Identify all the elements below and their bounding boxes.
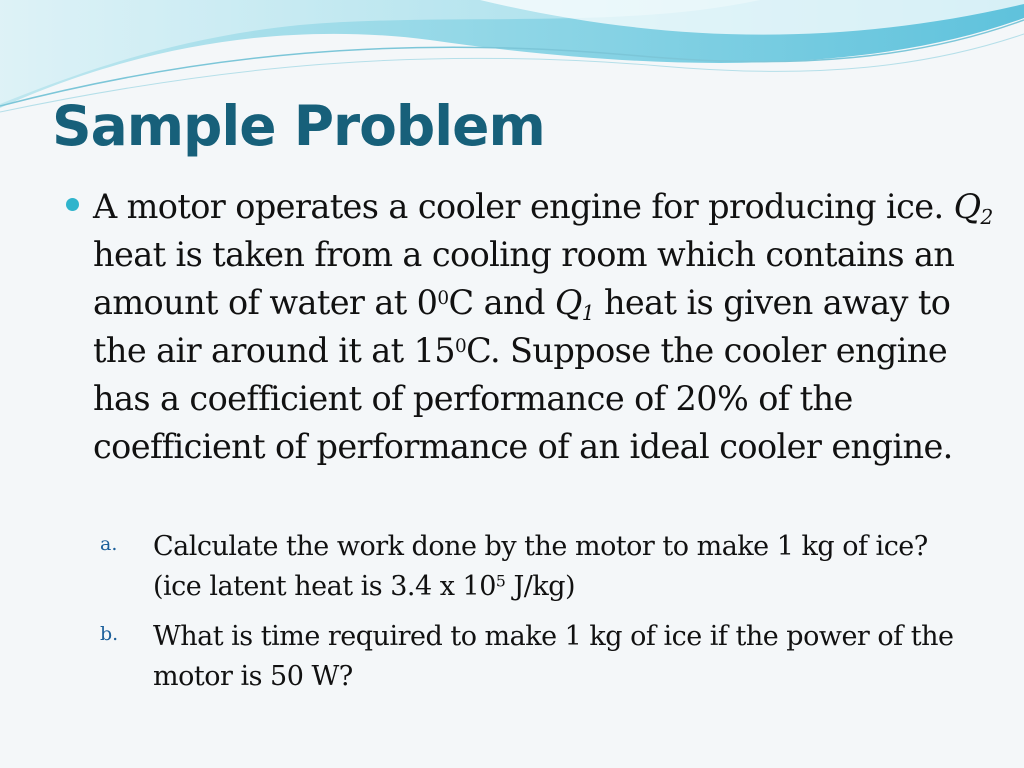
subscript-1: 1 — [581, 301, 594, 326]
sub-item-text: Calculate the work done by the motor to make 1 kg of ice? (ice latent heat is 3.4 x $10^5$ J/kg) — [153, 531, 928, 602]
q1-variable: $Q_1$ — [554, 283, 594, 326]
sub-item-text: What is time required to make 1 kg of ice if the power of the motor is 50 W? — [153, 621, 954, 692]
q2-variable: $Q_2$ — [953, 187, 993, 230]
degree-superscript: 0 — [437, 287, 449, 309]
text-segment: heat is given away to the air around it at 15 — [93, 283, 951, 370]
sub-item-marker: b. — [100, 623, 119, 645]
text-segment: C and — [448, 283, 555, 322]
text-segment: A motor operates a cooler engine for producing ice. — [93, 187, 954, 226]
degree-superscript: 0 — [455, 335, 467, 357]
main-bullet-text — [93, 183, 993, 471]
subscript-2: 2 — [980, 205, 993, 230]
exponent: 5 — [495, 571, 506, 591]
text-segment: heat is taken from a cooling room which contains an amount of water at 0 — [93, 235, 955, 322]
text-segment: C. Suppose the cooler engine has a coefficient of performance of 20% of the coefficient of performance of an ideal cooler engine. — [93, 331, 953, 466]
sub-item-marker: a. — [100, 533, 118, 555]
slide-title: Sample Problem — [52, 94, 545, 158]
bullet-dot — [66, 198, 79, 211]
